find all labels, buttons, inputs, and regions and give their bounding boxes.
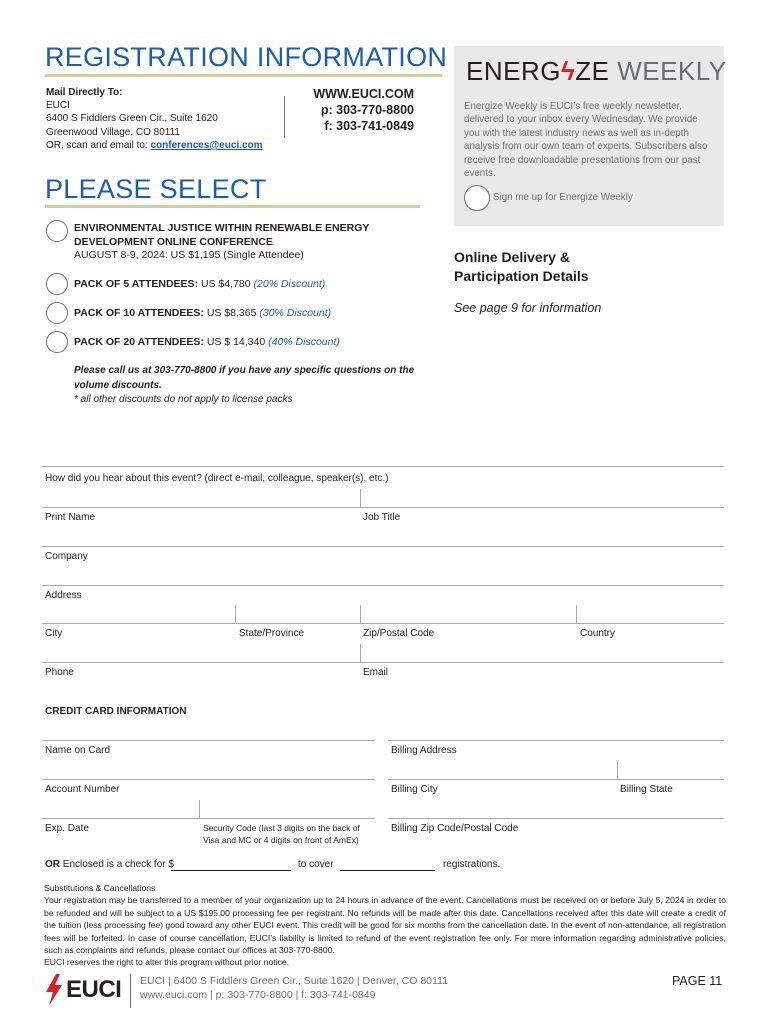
exp-date-label: Exp. Date bbox=[45, 823, 89, 834]
billing-address-label: Billing Address bbox=[391, 745, 457, 756]
euci-footer-logo: EUCI bbox=[44, 974, 121, 1006]
pack-20-radio[interactable] bbox=[46, 331, 68, 353]
registrations-label: registrations. bbox=[443, 859, 501, 870]
check-amount-field[interactable] bbox=[171, 870, 291, 871]
security-code-label: Security Code (last 3 digits on the back of Visa and MC or 4 digits on front of AmEx) bbox=[203, 823, 360, 845]
zip-divider bbox=[576, 605, 577, 623]
newsletter-signup-label: Sign me up for Energize Weekly bbox=[493, 192, 633, 204]
billing-state-label: Billing State bbox=[620, 784, 673, 795]
registrations-count-field[interactable] bbox=[340, 870, 435, 871]
row-rule-3 bbox=[42, 585, 724, 586]
fax-number: f: 303-741-0849 bbox=[324, 119, 414, 133]
billing-city-label: Billing City bbox=[391, 784, 438, 795]
or-label: OR bbox=[45, 859, 60, 870]
state-label: State/Province bbox=[239, 628, 305, 639]
phone-divider bbox=[360, 644, 361, 662]
scan-prefix: OR, scan and email to: bbox=[46, 139, 151, 151]
lightning-bolt-icon bbox=[44, 974, 64, 1006]
pack-5-option: PACK OF 5 ATTENDEES: US $4,780 (20% Discount) bbox=[74, 278, 326, 290]
how-heard-field[interactable] bbox=[42, 487, 724, 507]
please-select-title: PLEASE SELECT bbox=[45, 174, 267, 204]
single-attendee-radio[interactable] bbox=[46, 220, 68, 242]
pack-10-option: PACK OF 10 ATTENDEES: US $8,365 (30% Discount) bbox=[74, 307, 332, 319]
energize-weekly-panel bbox=[454, 46, 727, 226]
print-name-label: Print Name bbox=[45, 512, 96, 523]
pack-10-radio[interactable] bbox=[46, 302, 68, 324]
email-link[interactable]: conferences@euci.com bbox=[150, 139, 263, 151]
cc-rule-3-left bbox=[42, 818, 375, 819]
pack-5-radio[interactable] bbox=[46, 273, 68, 295]
email-label: Email bbox=[363, 667, 389, 678]
scan-email-line bbox=[46, 139, 286, 152]
footer-address: EUCI | 6400 S Fiddlers Green Cir., Suite 1620 | Denver, CO 80111 www.euci.com | p: 303-770-8800 | f: 303-741-0849 bbox=[140, 975, 448, 1001]
phone-number: p: 303-770-8800 bbox=[320, 103, 414, 117]
phone-label: Phone bbox=[45, 667, 74, 678]
lightning-bolt-icon: ϟ bbox=[560, 56, 576, 86]
billing-city-divider bbox=[617, 761, 618, 779]
city-label: City bbox=[45, 628, 63, 639]
page-number: PAGE 11 bbox=[672, 974, 723, 988]
see-page-note: See page 9 for information bbox=[454, 301, 602, 315]
mail-heading: Mail Directly To: bbox=[46, 87, 123, 98]
cc-rule-2-right bbox=[388, 779, 724, 780]
newsletter-signup-radio[interactable] bbox=[464, 185, 490, 211]
cc-rule-3-right bbox=[388, 818, 724, 819]
terms-heading: Substitutions & Cancellations bbox=[44, 883, 156, 893]
registration-title: REGISTRATION INFORMATION bbox=[45, 42, 448, 72]
cc-rule-2-left bbox=[42, 779, 375, 780]
row-rule-5 bbox=[42, 662, 724, 663]
exp-divider bbox=[199, 800, 200, 818]
name-on-card-label: Name on Card bbox=[45, 745, 111, 756]
city-divider bbox=[235, 605, 236, 623]
contact-divider bbox=[284, 96, 285, 138]
name-divider bbox=[360, 489, 361, 507]
mail-line-3: Greenwood Village, CO 80111 bbox=[46, 126, 180, 138]
form-top-rule bbox=[42, 466, 724, 467]
online-delivery-heading: Online Delivery & Participation Details bbox=[454, 249, 589, 284]
volume-discount-note: Please call us at 303-770-8800 if you have any specific questions on the volume discounts. * all other discounts do not apply to license packs bbox=[74, 365, 415, 405]
how-heard-label: How did you hear about this event? (direct e-mail, colleague, speaker(s), etc.) bbox=[45, 473, 389, 484]
terms-body: Your registration may be transferred to a member of your organization up to 24 hours in advance of the event. Cancellations must be received on or before July 5, 2024 in order to be refunded and will be subject to a US $195.00 processing fee per registrant. No refunds will be made after this date. Cancellations received after this date will create a credit of the tuition (less processing fee) good toward any other EUCI event. This credit will be good for six months from the cancellation date. In the event of non-attendance, all registration fees will be forfeited. In case of course cancellation, EUCI’s liability is limited to refund of the event registration fee only. For more information regarding administrative policies, such as complaints and refunds, please contact our offices at 303-770-8800. bbox=[44, 895, 726, 956]
mail-line-2: 6400 S Fiddlers Green Cir., Suite 1620 bbox=[46, 113, 218, 125]
contact-block bbox=[296, 86, 414, 134]
select-rule bbox=[45, 205, 420, 208]
address-label: Address bbox=[45, 590, 82, 601]
pack-20-option: PACK OF 20 ATTENDEES: US $ 14,340 (40% Discount) bbox=[74, 336, 340, 348]
row-rule-4 bbox=[42, 623, 724, 624]
state-divider bbox=[360, 605, 361, 623]
billing-zip-label: Billing Zip Code/Postal Code bbox=[391, 823, 519, 834]
credit-card-heading: CREDIT CARD INFORMATION bbox=[45, 706, 187, 717]
terms-reserves: EUCI reserves the right to alter this program without prior notice. bbox=[44, 957, 290, 968]
mail-address-block bbox=[46, 86, 286, 152]
job-title-label: Job Title bbox=[363, 512, 401, 523]
website-link[interactable]: WWW.EUCI.COM bbox=[313, 87, 414, 101]
cc-rule-1-right bbox=[388, 740, 724, 741]
company-label: Company bbox=[45, 551, 88, 562]
terms-section bbox=[44, 882, 726, 969]
row-rule-2 bbox=[42, 546, 724, 547]
country-label: Country bbox=[580, 628, 616, 639]
newsletter-signup-option[interactable] bbox=[464, 185, 633, 211]
zip-label: Zip/Postal Code bbox=[363, 628, 435, 639]
mail-line-1: EUCI bbox=[46, 100, 70, 112]
row-rule-1 bbox=[42, 507, 724, 508]
account-number-label: Account Number bbox=[45, 784, 120, 795]
single-attendee-option: ENVIRONMENTAL JUSTICE WITHIN RENEWABLE ENERGY DEVELOPMENT ONLINE CONFERENCE AUGUST 8-9, 2024: US $1,195 (Single Attendee) bbox=[74, 222, 370, 261]
cc-rule-1-left bbox=[42, 740, 375, 741]
footer-divider bbox=[130, 974, 131, 1008]
newsletter-description: Energize Weekly is EUCI’s free weekly newsletter, delivered to your inbox every Wednesday. We provide you with the latest industry news as well as in-depth analysis from our own team of experts. Subscribers also receive free downloadable presentations from our past events. bbox=[464, 101, 708, 180]
energize-weekly-logo: ENERGϟZE WEEKLY bbox=[466, 56, 727, 86]
enclosed-label: Enclosed is a check for $ bbox=[60, 859, 174, 870]
title-rule bbox=[45, 74, 442, 77]
to-cover-label: to cover bbox=[298, 859, 334, 870]
check-line bbox=[45, 859, 174, 870]
